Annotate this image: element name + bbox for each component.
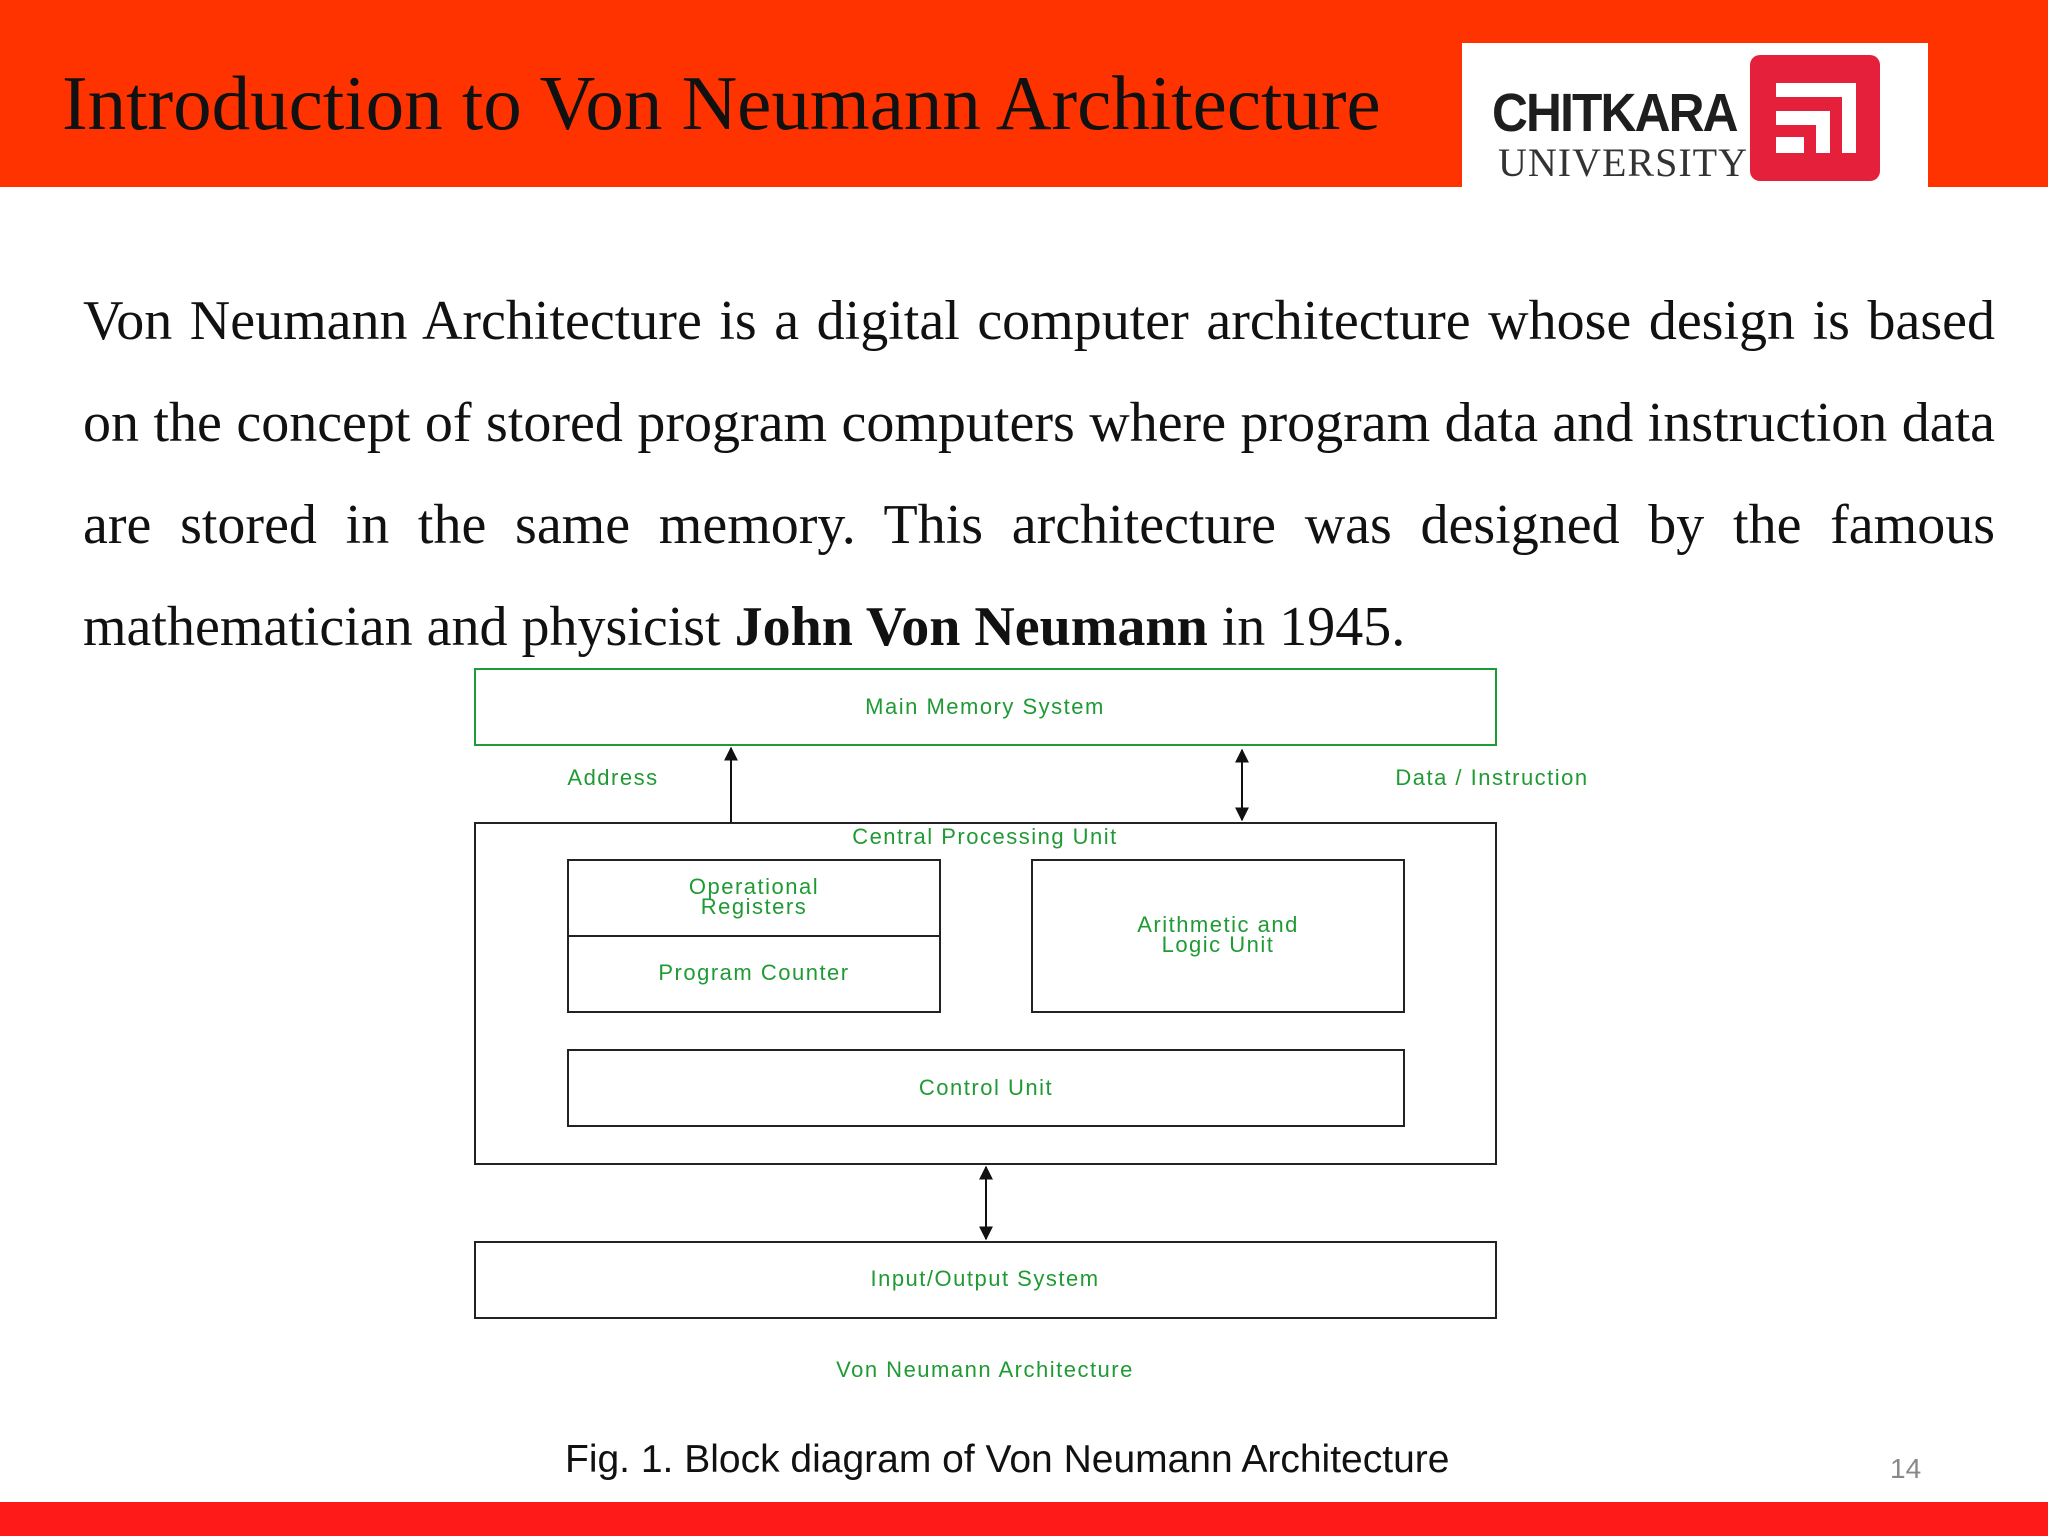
- cpu-label: Central Processing Unit: [852, 824, 1118, 849]
- op-registers-line2: Registers: [700, 894, 808, 919]
- footer-bar: [0, 1502, 2048, 1536]
- inventor-name: John Von Neumann: [734, 596, 1208, 658]
- alu-line1: Arithmetic and: [1137, 912, 1299, 937]
- page-number: 14: [1890, 1453, 1922, 1484]
- control-unit-label: Control Unit: [918, 1075, 1054, 1100]
- data-instruction-label: Data / Instruction: [1395, 765, 1589, 790]
- diagram-caption: Von Neumann Architecture: [836, 1357, 1134, 1382]
- alu-line2: Logic Unit: [1161, 932, 1275, 957]
- logo-name: CHITKARA: [1492, 83, 1737, 143]
- main-memory-label: Main Memory System: [865, 694, 1105, 719]
- io-system-label: Input/Output System: [870, 1266, 1100, 1291]
- program-counter-label: Program Counter: [658, 960, 850, 985]
- intro-text-end: in 1945.: [1207, 596, 1406, 658]
- logo-subtitle: UNIVERSITY: [1498, 140, 1748, 185]
- slide-title: Introduction to Von Neumann Architecture: [62, 60, 1381, 146]
- address-label: Address: [567, 765, 659, 790]
- op-registers-line1: Operational: [688, 874, 820, 899]
- figure-caption: Fig. 1. Block diagram of Von Neumann Architecture: [565, 1438, 1450, 1481]
- cpu-box: [475, 823, 1496, 1164]
- intro-text-start: Von Neumann Architecture is a digital computer architecture whose design is based on the concept of stored program computers where program data and instruction data are stored in the same memory. This architecture was designed by the famous mathematician and physicist: [83, 290, 1995, 658]
